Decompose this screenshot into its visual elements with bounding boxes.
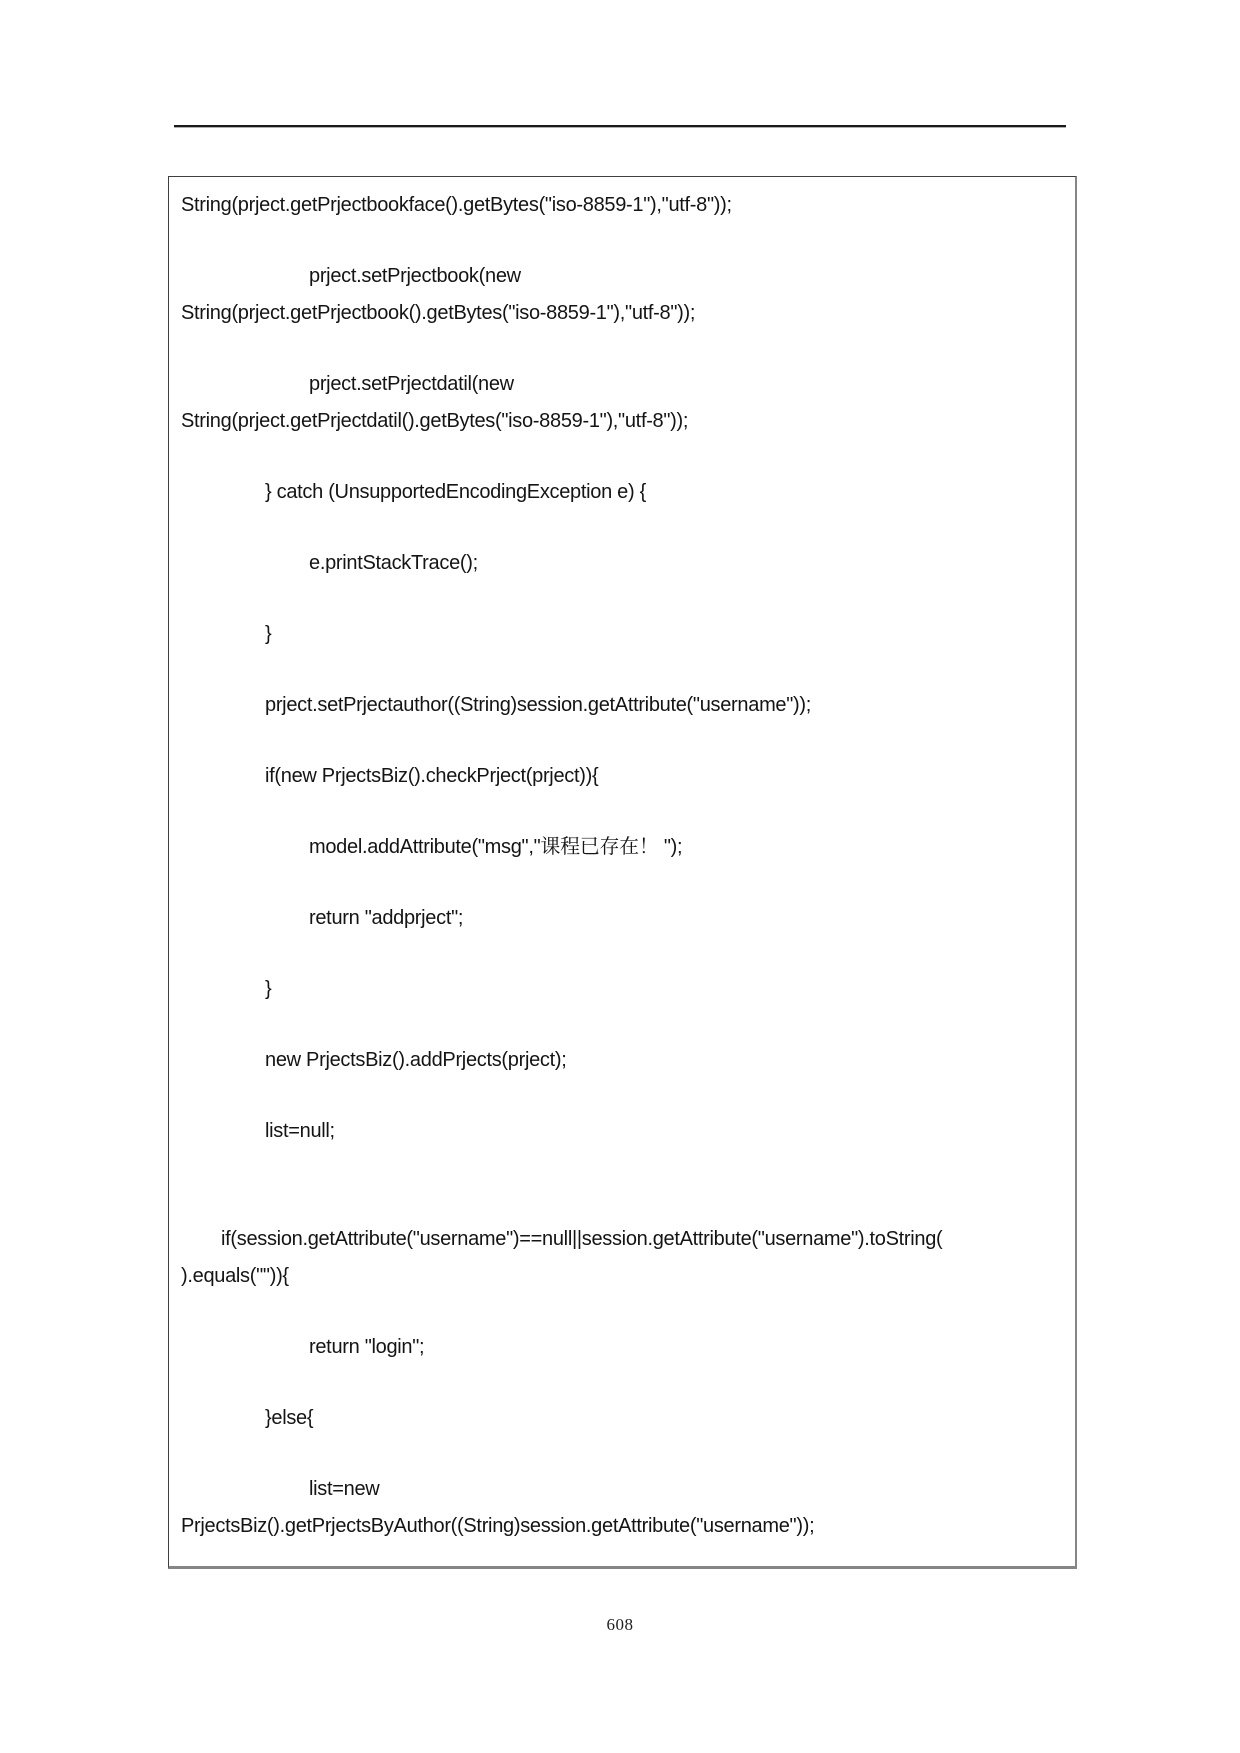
code-line: list=null; (265, 1120, 335, 1142)
code-paragraph (181, 1042, 1067, 1079)
code-line: } (265, 978, 272, 1000)
code-line: if(session.getAttribute("username")==null||session.getAttribute("username").toString( (221, 1228, 943, 1250)
page-number: 608 (606, 1615, 634, 1634)
code-line: String(prject.getPrjectbookface().getBytes("iso-8859-1"),"utf-8")); (181, 194, 732, 216)
code-paragraph (181, 258, 1067, 332)
code-line: } catch (UnsupportedEncodingException e) { (265, 481, 646, 503)
code-line: String(prject.getPrjectdatil().getBytes("iso-8859-1"),"utf-8")); (181, 410, 689, 432)
code-line: e.printStackTrace(); (309, 552, 478, 574)
header-rule (174, 125, 1066, 128)
code-paragraph (181, 474, 1067, 511)
code-line: model.addAttribute("msg","课程已存在！ "); (309, 836, 683, 858)
code-paragraph (181, 616, 1067, 653)
code-paragraph (181, 1221, 1067, 1295)
code-paragraph (181, 971, 1067, 1008)
code-line: }else{ (265, 1407, 314, 1429)
code-paragraph (181, 900, 1067, 937)
code-paragraph (181, 366, 1067, 440)
code-line: PrjectsBiz().getPrjectsByAuthor((String)session.getAttribute("username")); (181, 1515, 815, 1537)
code-line: new PrjectsBiz().addPrjects(prject); (265, 1049, 567, 1071)
code-line: String(prject.getPrjectbook().getBytes("iso-8859-1"),"utf-8")); (181, 302, 696, 324)
code-paragraph (181, 829, 1067, 866)
code-line: prject.setPrjectbook(new (309, 265, 521, 287)
code-line: } (265, 623, 272, 645)
code-paragraph (181, 187, 1067, 224)
code-paragraph (181, 1471, 1067, 1545)
code-line (181, 1150, 1067, 1187)
code-paragraph (181, 1329, 1067, 1366)
code-paragraph (181, 1400, 1067, 1437)
code-box (168, 176, 1077, 1569)
code-line: if(new PrjectsBiz().checkPrject(prject)){ (265, 765, 599, 787)
code-line: prject.setPrjectdatil(new (309, 373, 514, 395)
code-line: return "addprject"; (309, 907, 464, 929)
code-line: prject.setPrjectauthor((String)session.getAttribute("username")); (265, 694, 812, 716)
code-line: return "login"; (309, 1336, 425, 1358)
code-line: ).equals("")){ (181, 1265, 289, 1287)
code-paragraph (181, 545, 1067, 582)
code-paragraph (181, 1113, 1067, 1187)
code-paragraph (181, 758, 1067, 795)
code-paragraph (181, 687, 1067, 724)
code-line: list=new (309, 1478, 380, 1500)
